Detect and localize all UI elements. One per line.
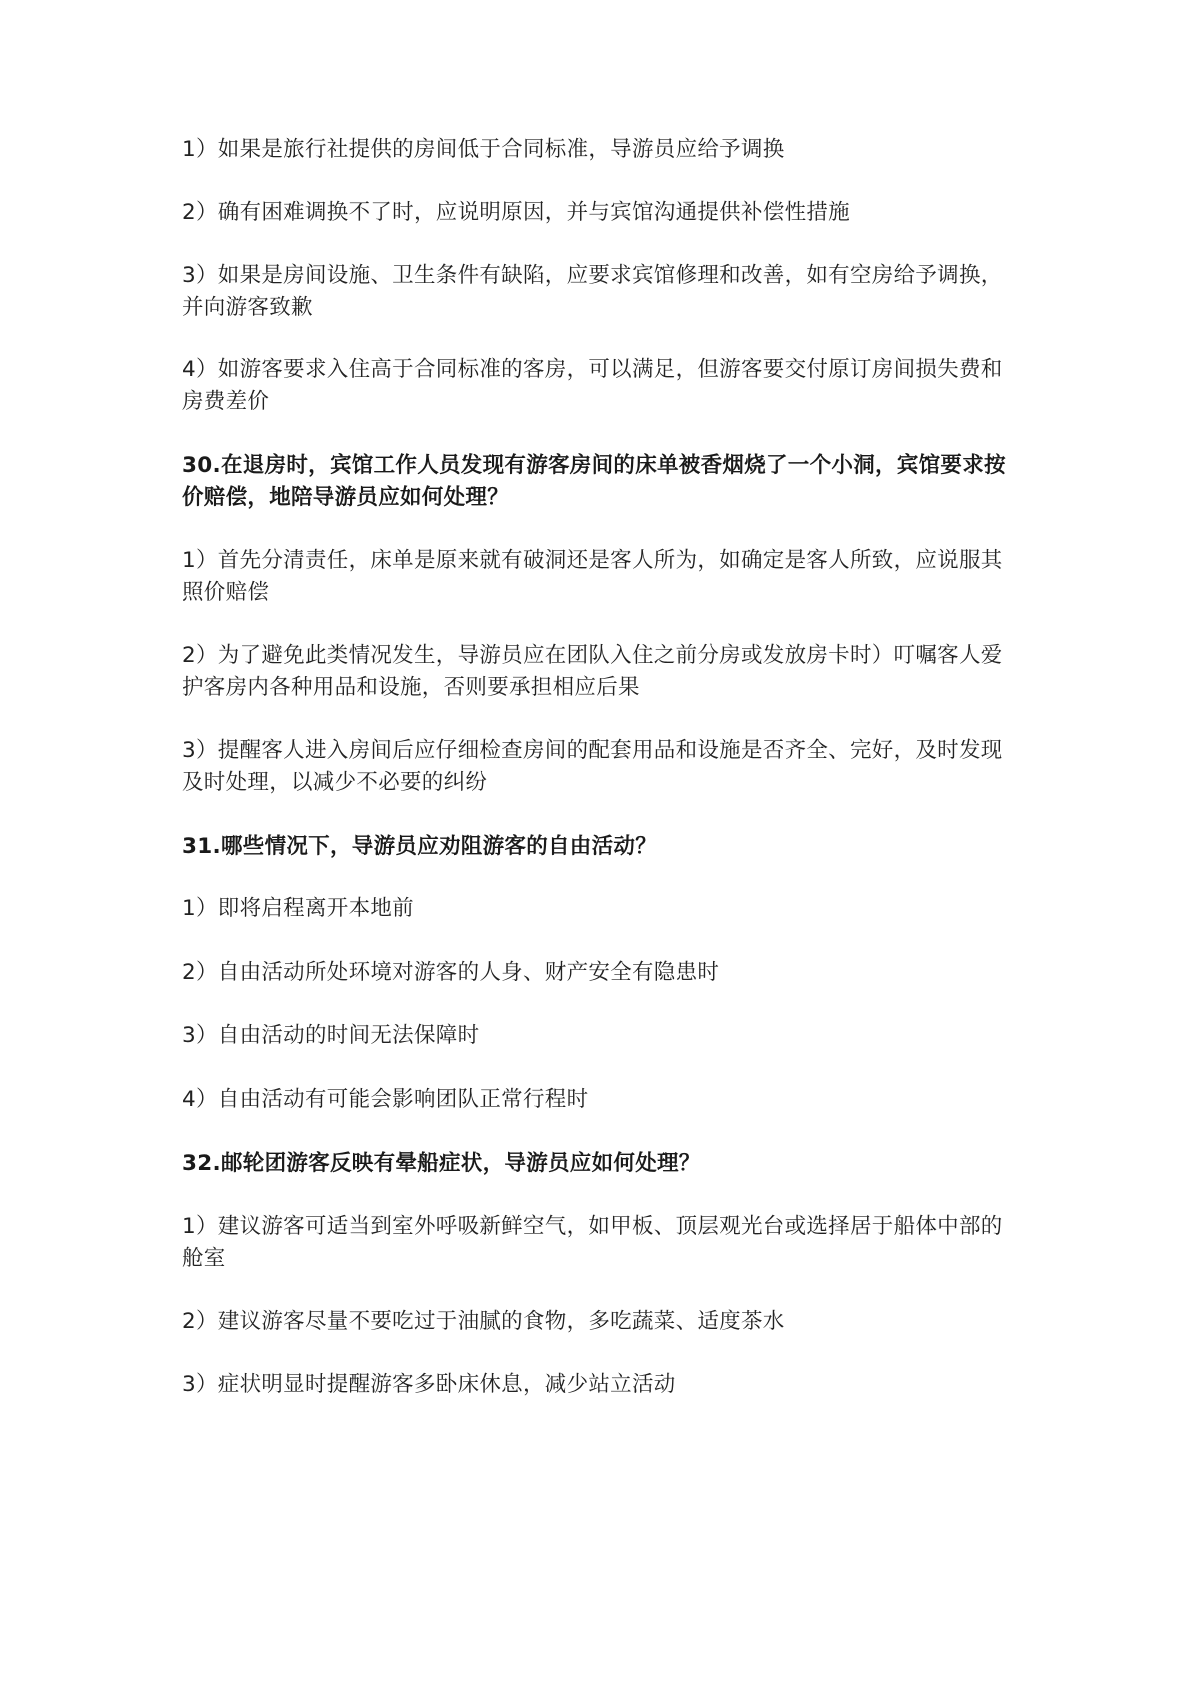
paragraph-item: 3）症状明显时提醒游客多卧床休息，减少站立活动 (182, 1372, 676, 1397)
paragraph-item: 2）建议游客尽量不要吃过于油腻的食物，多吃蔬菜、适度茶水 (182, 1309, 785, 1334)
paragraph-item: 3）如果是房间设施、卫生条件有缺陷，应要求宾馆修理和改善，如有空房给予调换，并向游客致歉 (182, 263, 1003, 320)
paragraph-item: 1）如果是旅行社提供的房间低于合同标准，导游员应给予调换 (182, 137, 785, 162)
paragraph-item: 2）自由活动所处环境对游客的人身、财产安全有隐患时 (182, 960, 720, 985)
paragraph-item: 2）确有困难调换不了时，应说明原因，并与宾馆沟通提供补偿性措施 (182, 200, 850, 225)
paragraph-item: 4）自由活动有可能会影响团队正常行程时 (182, 1087, 589, 1112)
paragraph-item: 1）即将启程离开本地前 (182, 896, 414, 921)
paragraph-item: 3）提醒客人进入房间后应仔细检查房间的配套用品和设施是否齐全、完好，及时发现及时处理，以减少不必要的纠纷 (182, 738, 1003, 795)
question-heading: 32.邮轮团游客反映有晕船症状，导游员应如何处理？ (182, 1151, 701, 1176)
question-heading: 31.哪些情况下，导游员应劝阻游客的自由活动？ (182, 834, 657, 859)
paragraph-item: 1）首先分清责任，床单是原来就有破洞还是客人所为，如确定是客人所致，应说服其照价赔偿 (182, 548, 1003, 605)
paragraph-item: 1）建议游客可适当到室外呼吸新鲜空气，如甲板、顶层观光台或选择居于船体中部的舱室 (182, 1214, 1003, 1271)
paragraph-item: 3）自由活动的时间无法保障时 (182, 1023, 480, 1048)
paragraph-item: 2）为了避免此类情况发生，导游员应在团队入住之前分房或发放房卡时）叮嘱客人爱护客房内各种用品和设施，否则要承担相应后果 (182, 643, 1003, 700)
question-heading: 30.在退房时，宾馆工作人员发现有游客房间的床单被香烟烧了一个小洞，宾馆要求按价赔偿，地陪导游员应如何处理？ (182, 453, 1006, 510)
paragraph-item: 4）如游客要求入住高于合同标准的客房，可以满足，但游客要交付原订房间损失费和房费差价 (182, 357, 1003, 414)
